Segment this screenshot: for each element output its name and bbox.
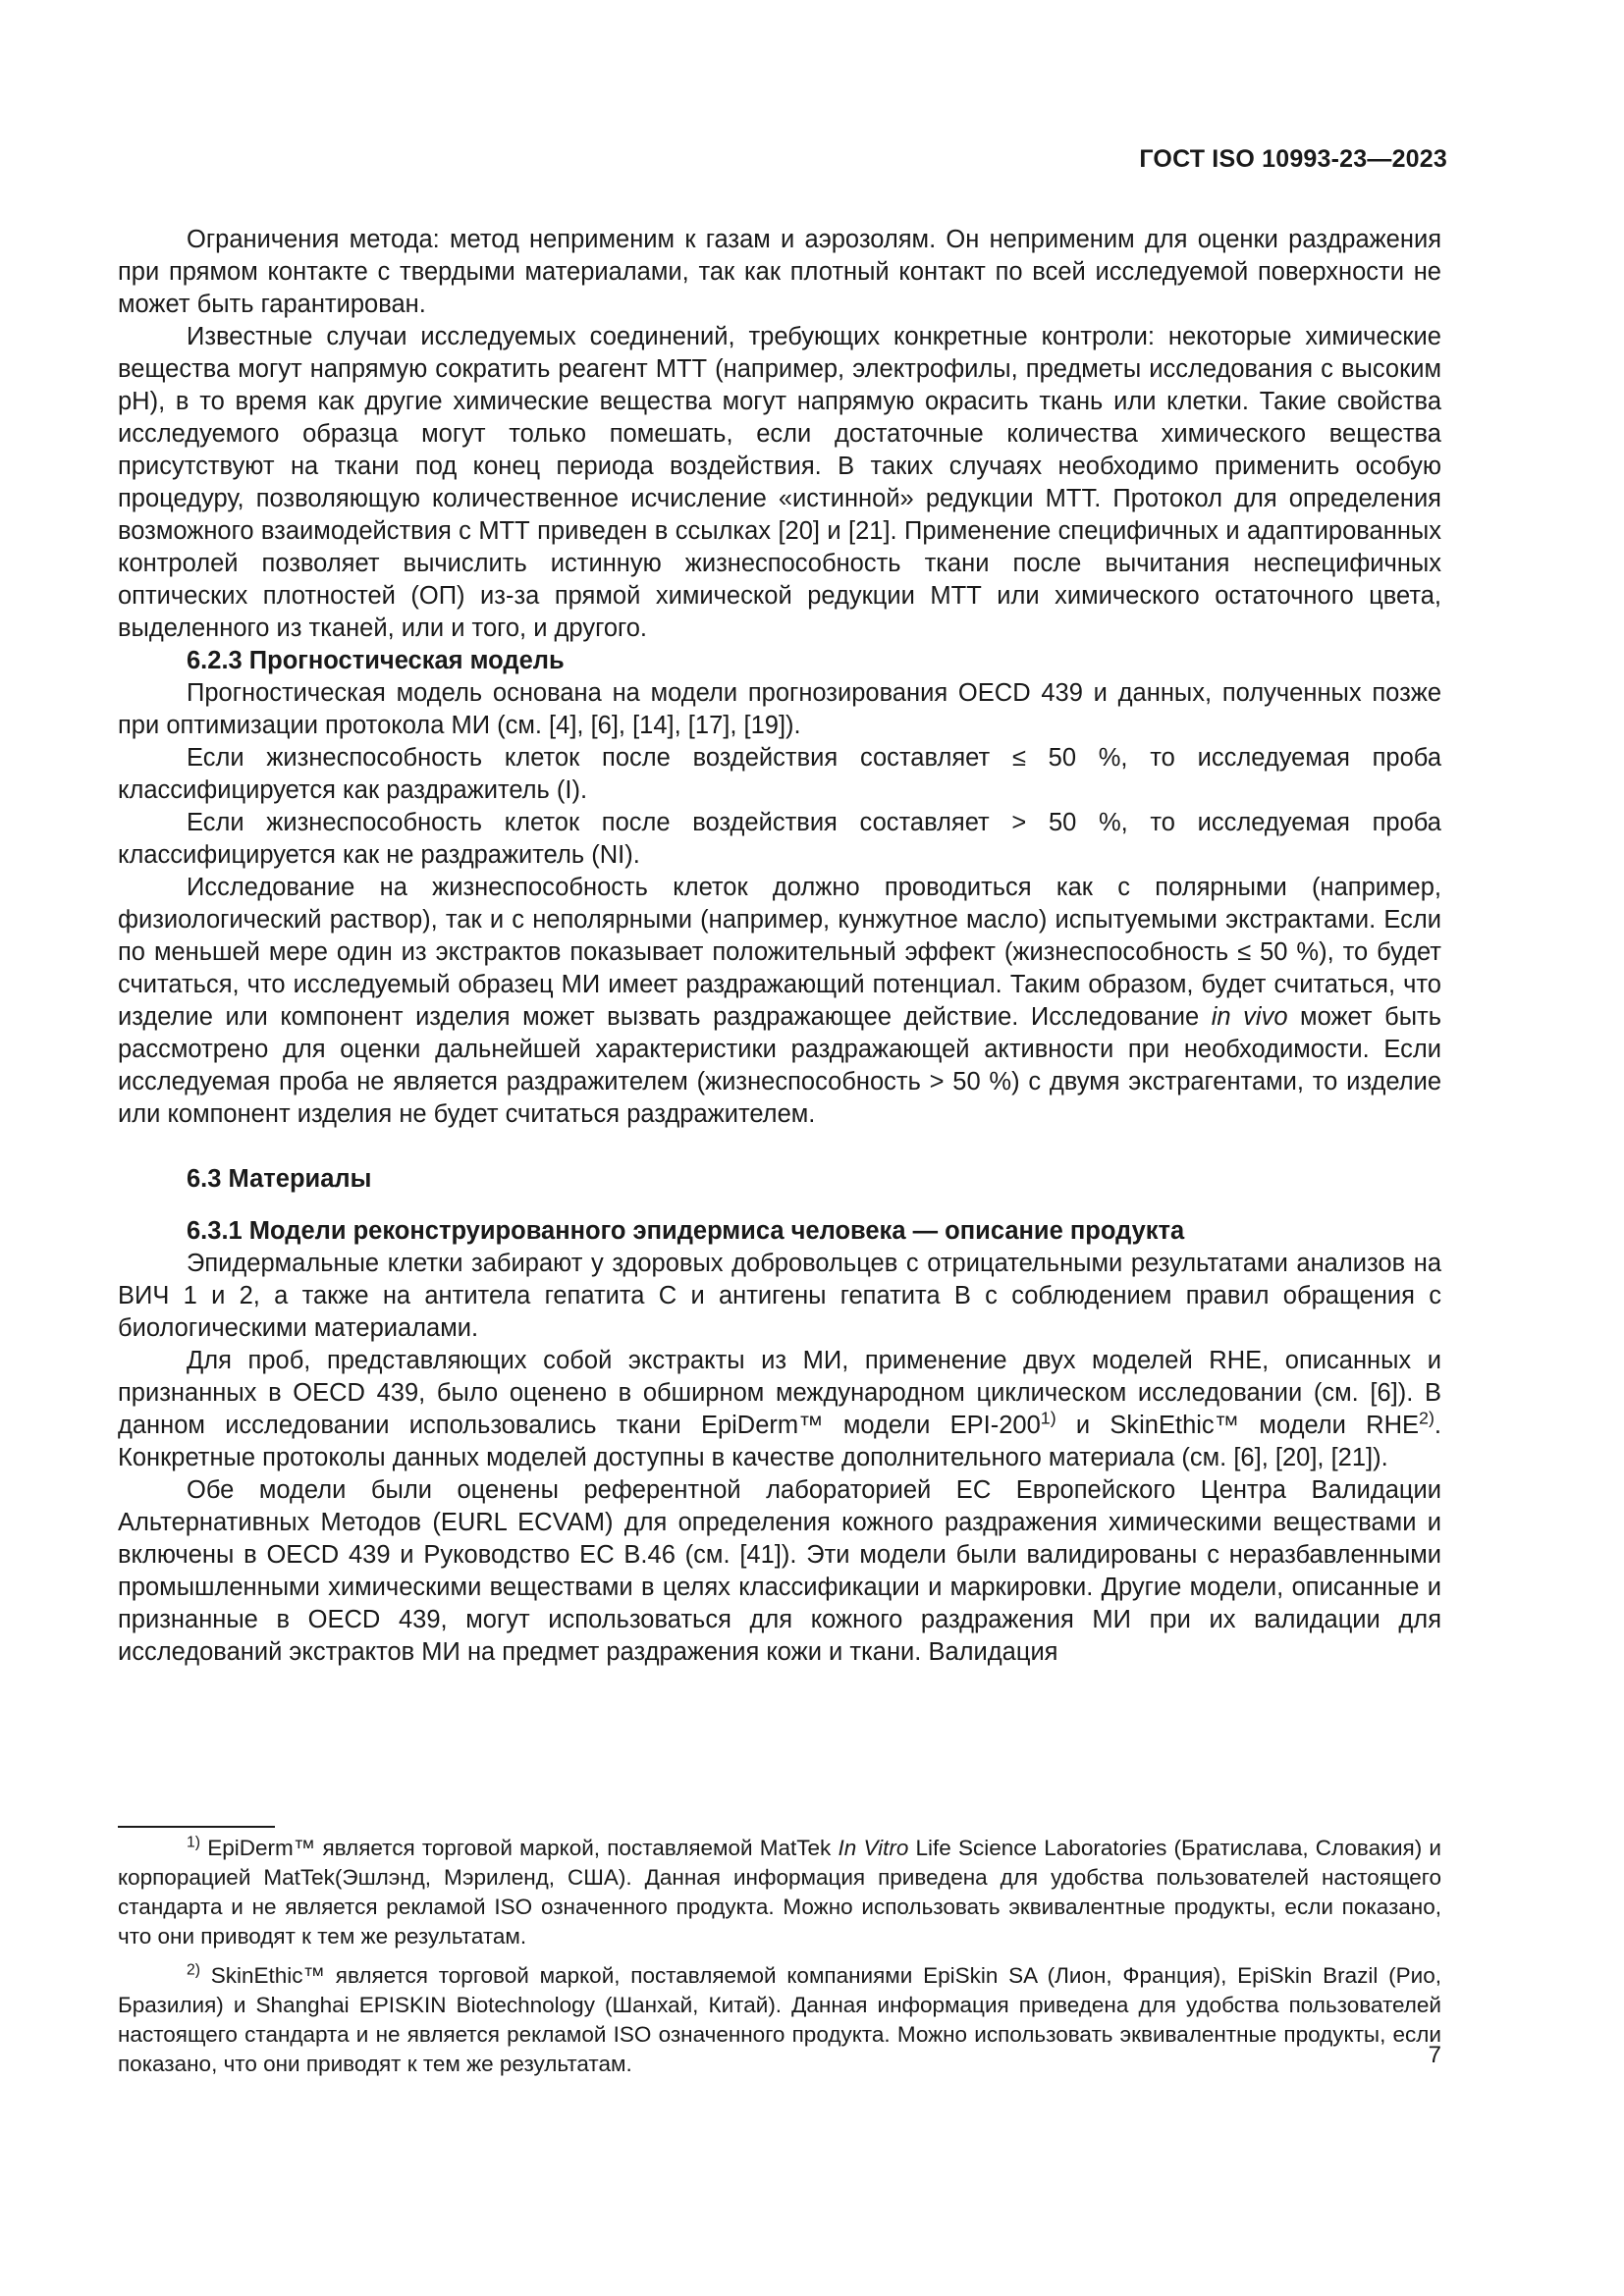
footnote-ref-1[interactable]: 1) (1040, 1408, 1056, 1428)
text-run: может быть рассмотрено для оценки дальнейшей характеристики раздражающей активности при необходимости. Если исследуемая проба не является раздражителем (жизнеспособность > 50 %) с двумя экстрагентами, то изделие или компонент изделия не будет считаться раздражителем. (118, 1003, 1441, 1128)
heading-6-3-1: 6.3.1 Модели реконструированного эпидермиса человека — описание продукта (187, 1217, 1185, 1245)
text-run: Исследование на жизнеспособность клеток должно проводиться как с полярными (например, физиологический раствор), так и с неполярными (например, кунжутное масло) испытуемыми экстрактами. Если по меньшей мере один из экстрактов показывает положительный эффект (жизнеспособность ≤ 50 %), то будет считаться, что исследуемый образец МИ имеет раздражающий потенциал. Таким образом, будет считаться, что изделие или компонент изделия может вызвать раздражающее действие. Исследование (118, 874, 1441, 1031)
footnote-2 (118, 1961, 1441, 2079)
paragraph-irritant-criterion: Если жизнеспособность клеток после воздействия составляет ≤ 50 %, то исследуемая проба классифицируется как раздражитель (I). (118, 744, 1441, 804)
footnotes (118, 1834, 1441, 2089)
paragraph-known-cases: Известные случаи исследуемых соединений, требующих конкретные контроли: некоторые химические вещества могут напрямую сократить реагент МТТ (например, электрофилы, предметы исследования с высоким pH), в то время как другие химические вещества могут напрямую окрасить ткань или клетки. Такие свойства исследуемого образца могут только помешать, если достаточные количества химического вещества присутствуют на ткани под конец периода воздействия. В таких случаях необходимо применить особую процедуру, позволяющую количественное исчисление «истинной» редукции МТТ. Протокол для определения возможного взаимодействия с МТТ приведен в ссылках [20] и [21]. Применение специфичных и адаптированных контролей позволяет вычислить истинную жизнеспособность ткани после вычитания неспецифичных оптических плотностей (ОП) из-за прямой химической редукции МТТ или химического остаточного цвета, выделенного из тканей, или и того, и другого. (118, 323, 1441, 642)
paragraph-method-limitations: Ограничения метода: метод неприменим к газам и аэрозолям. Он неприменим для оценки раздражения при прямом контакте с твердыми материалами, так как плотный контакт по всей исследуемой поверхности не может быть гарантирован. (118, 226, 1441, 318)
text-run: Life Science Laboratories (Братислава, Словакия) и корпорацией MatTek(Эшлэнд, Мэриленд, США). Данная информация приведена для удобства пользователей настоящего стандарта и не является рекламой ISO означенного продукта. Можно использовать эквивалентные продукты, если показано, что они приводят к тем же результатам. (118, 1836, 1442, 1949)
text-run: Для проб, представляющих собой экстракты из МИ, применение двух моделей RHE, описанных и признанных в OECD 439, было оценено в обширном международном циклическом исследовании (см. [6]). В данном исследовании использовались ткани EpiDerm™ модели EPI-200 (118, 1347, 1441, 1439)
text-run: EpiDerm™ является торговой маркой, поставляемой MatTek (200, 1836, 839, 1860)
paragraph-prediction-model: Прогностическая модель основана на модели прогнозирования OECD 439 и данных, полученных позже при оптимизации протокола МИ (см. [4], [6], [14], [17], [19]). (118, 679, 1441, 739)
text-run: и SkinEthic™ модели RHE (1056, 1412, 1420, 1439)
page-number: 7 (1428, 2042, 1441, 2068)
footnote-marker-2: 2) (187, 1961, 201, 1979)
footnote-1 (118, 1834, 1441, 1951)
heading-6-3: 6.3 Материалы (187, 1165, 372, 1193)
paragraph-non-irritant-criterion: Если жизнеспособность клеток после воздействия составляет > 50 %, то исследуемая проба классифицируется как не раздражитель (NI). (118, 809, 1441, 869)
main-text (118, 224, 1441, 1669)
footnote-marker-1: 1) (187, 1834, 201, 1851)
heading-6-2-3: 6.2.3 Прогностическая модель (187, 647, 565, 674)
footnote-ref-2[interactable]: 2) (1419, 1408, 1435, 1428)
italic-term: in vivo (1211, 1003, 1288, 1031)
paragraph-validation: Обе модели были оценены референтной лабораторией ЕС Европейского Центра Валидации Альтернативных Методов (EURL ECVAM) для определения кожного раздражения химическими веществами и включены в OECD 439 и Руководство ЕС В.46 (см. [41]). Эти модели были валидированы с неразбавленными промышленными химическими веществами в целях классификации и маркировки. Другие модели, описанные и признанные в OECD 439, могут использоваться для кожного раздражения МИ при их валидации для исследований экстрактов МИ на предмет раздражения кожи и ткани. Валидация (118, 1476, 1441, 1666)
document-code: ГОСТ ISO 10993-23—2023 (1139, 145, 1447, 173)
text-run: . Конкретные протоколы данных моделей доступны в качестве дополнительного материала (см. [6], [20], [21]). (118, 1412, 1441, 1471)
italic-term: In Vitro (838, 1836, 909, 1860)
text-run: SkinEthic™ является торговой маркой, поставляемой компаниями EpiSkin SA (Лион, Франция), EpiSkin Brazil (Рио, Бразилия) и Shanghai EPISKIN Biotechnology (Шанхай, Китай). Данная информация приведена для удобства пользователей настоящего стандарта и не является рекламой ISO означенного продукта. Можно использовать эквивалентные продукты, если показано, что они приводят к тем же результатам. (118, 1963, 1441, 2076)
paragraph-rhe-models (118, 1345, 1441, 1474)
paragraph-epidermal-cells: Эпидермальные клетки забирают у здоровых добровольцев с отрицательными результатами анализов на ВИЧ 1 и 2, а также на антитела гепатита С и антигены гепатита В с соблюдением правил обращения с биологическими материалами. (118, 1250, 1441, 1342)
paragraph-viability-study (118, 872, 1441, 1131)
footnote-divider (118, 1826, 275, 1828)
